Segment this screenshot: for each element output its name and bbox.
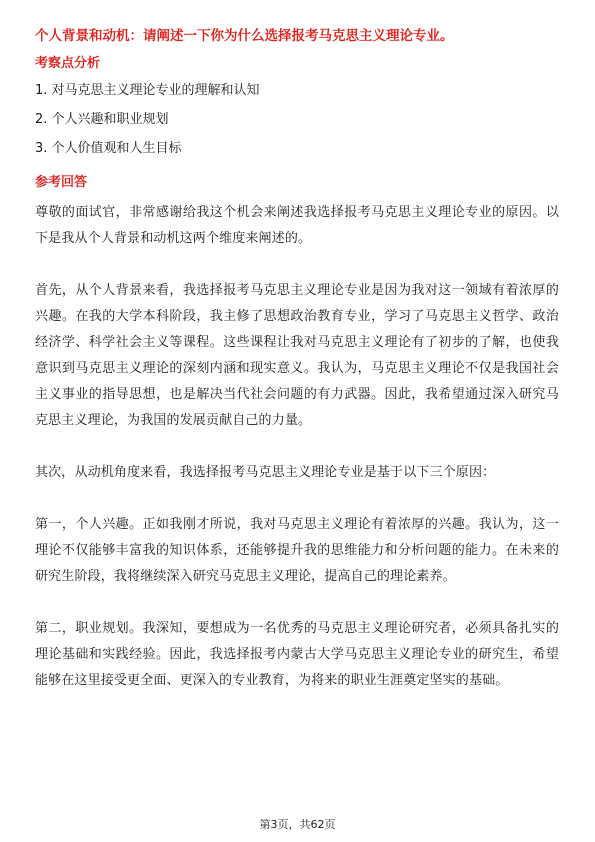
- answer-paragraph: 其次，从动机角度来看，我选择报考马克思主义理论专业是基于以下三个原因：: [35, 465, 496, 480]
- reference-answer: [35, 200, 559, 694]
- analysis-point: 1. 对马克思主义理论专业的理解和认知: [35, 83, 260, 98]
- analysis-point-list: [35, 82, 555, 169]
- reference-section-title: 参考回答: [35, 175, 88, 190]
- answer-paragraph: 第二，职业规划。我深知，要想成为一名优秀的马克思主义理论研究者，必须具备扎实的理论基础和实践经验。因此，我选择报考内蒙古大学马克思主义理论专业的研究生，希望能够在这里接受更全面、更深入的专业教育，为将来的职业生涯奠定坚实的基础。: [35, 621, 559, 688]
- page-number: 第3页，共62页: [259, 818, 336, 831]
- answer-paragraph: 第一，个人兴趣。正如我刚才所说，我对马克思主义理论有着浓厚的兴趣。我认为，这一理论不仅能够丰富我的知识体系，还能够提升我的思维能力和分析问题的能力。在未来的研究生阶段，我将继续深入研究马克思主义理论，提高自己的理论素养。: [35, 517, 559, 584]
- answer-paragraph: 首先，从个人背景来看，我选择报考马克思主义理论专业是因为我对这一领域有着浓厚的兴趣。在我的大学本科阶段，我主修了思想政治教育专业，学习了马克思主义哲学、政治经济学、科学社会主义等课程。这些课程让我对马克思主义理论有了初步的了解，也使我意识到马克思主义理论的深刻内涵和现实意义。我认为，马克思主义理论不仅是我国社会主义事业的指导思想，也是解决当代社会问题的有力武器。因此，我希望通过深入研究马克思主义理论，为我国的发展贡献自己的力量。: [35, 283, 559, 428]
- analysis-section-title: 考察点分析: [35, 56, 101, 71]
- question-heading: 个人背景和动机：请阐述一下你为什么选择报考马克思主义理论专业。: [35, 28, 454, 44]
- analysis-point: 3. 个人价值观和人生目标: [35, 141, 182, 156]
- analysis-point: 2. 个人兴趣和职业规划: [35, 112, 169, 127]
- answer-paragraph: 尊敬的面试官，非常感谢给我这个机会来阐述我选择报考马克思主义理论专业的原因。以下是我从个人背景和动机这两个维度来阐述的。: [35, 205, 559, 246]
